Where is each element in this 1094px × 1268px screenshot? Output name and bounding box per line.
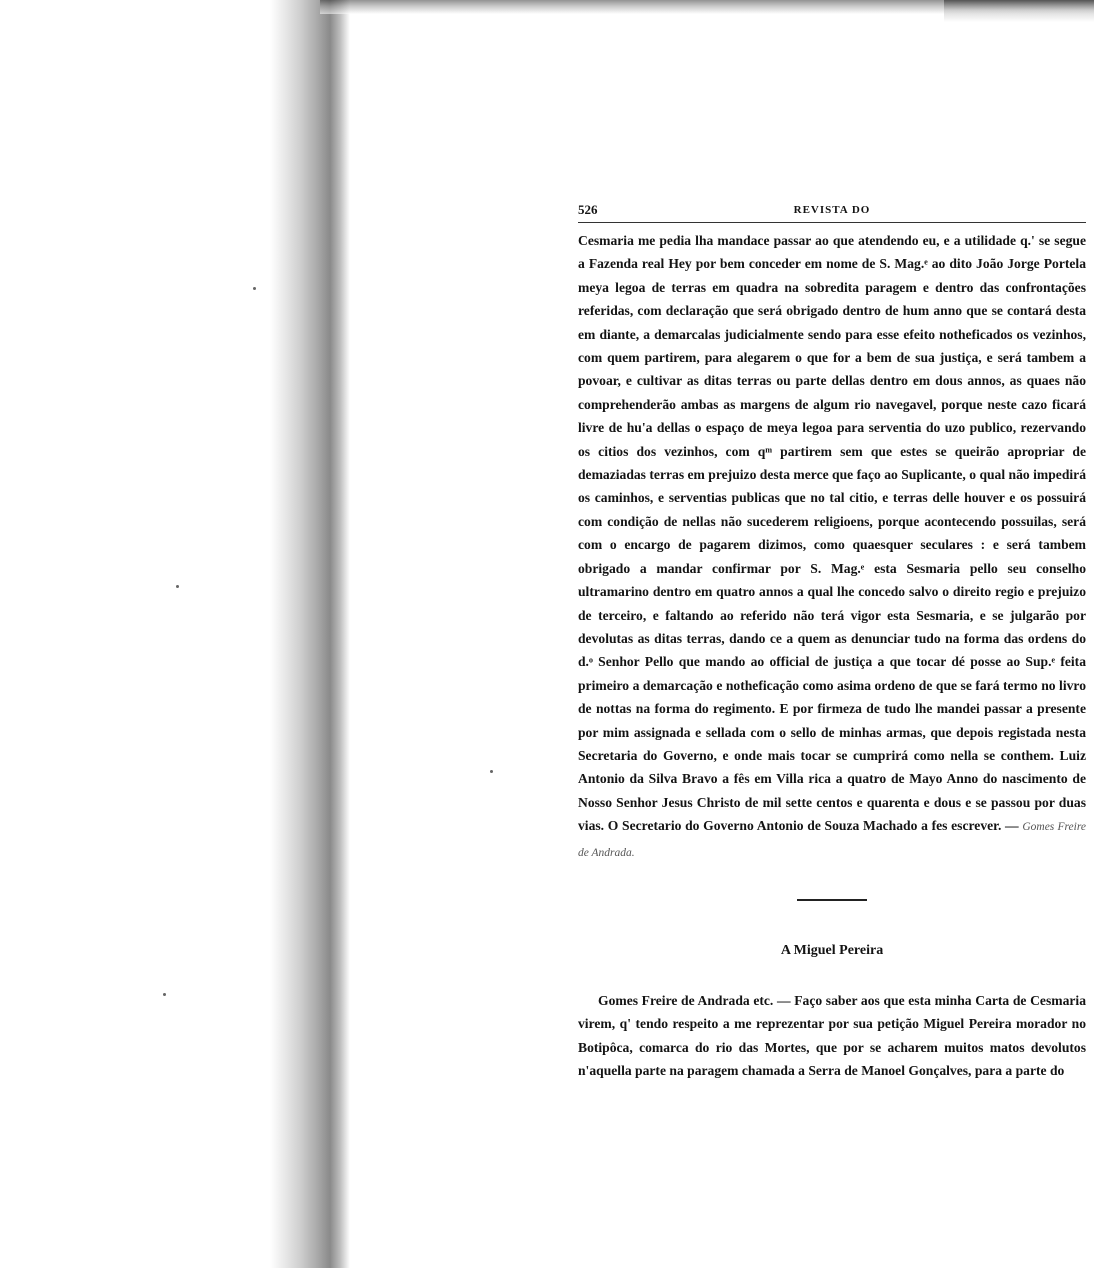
document-page xyxy=(578,200,1086,1083)
section-divider xyxy=(797,899,867,901)
paper-speck xyxy=(490,770,493,773)
running-header xyxy=(578,200,1086,223)
paper-speck xyxy=(176,585,179,588)
page-number: 526 xyxy=(578,202,598,217)
paper-speck xyxy=(253,287,256,290)
second-paragraph: Gomes Freire de Andrada etc. — Faço saber aos que esta minha Carta de Cesmaria virem, q' tendo respeito a me reprezentar por sua petição Miguel Pereira morador no Botipôca, comarca do rio das Mortes, que por se acharem muitos matos devolutos n'aquella parte na paragem chamada a Serra de Manoel Gonçalves, para a parte do xyxy=(578,992,1086,1079)
paragraph-text: Cesmaria me pedia lha mandace passar ao que atendendo eu, e a utilidade q.' se segue a Fazenda real Hey por bem conceder em nome de S. Mag.ᵉ ao dito João Jorge Portela meya legoa de terras em quadra na sobredita paragem e dentro das confrontações referidas, com declaração que será obrigado dentro de hum anno que se contará desta em diante, a demarcalas judicialmente sendo para esse efeito notheficados os vezinhos, com quem partirem, para alegarem o que for a bem de sua justiça, e será tambem a povoar, e cultivar as ditas terras ou parte dellas dentro em dous annos, as quaes não comprehenderão ambas as margens de algum rio navegavel, porque neste cazo ficará livre de hu'a dellas o espaço de meya legoa para serventia do uzo publico, rezervando os citios dos vezinhos, com qᵐ partirem sem que estes se queirão apropriar de demaziadas terras em prejuizo desta merce que faço ao Suplicante, o qual não impedirá os caminhos, e serventias publicas que no tal citio, e terras delle houver e os possuirá com condição de nellas não sucederem religioens, porque acontecendo possuilas, será com o encargo de pagarem dizimos, como quaesquer seculares : e será tambem obrigado a mandar confirmar por S. Mag.ᵉ esta Sesmaria pello seu conselho ultramarino dentro em quatro annos a qual lhe concedo salvo o direito regio e prejuizo de terceiro, e faltando ao referido não terá vigor esta Sesmaria, e se julgarão por devolutas as ditas terras, dando ce a quem as denunciar tudo na forma das ordens do d.ᵒ Senhor Pello que mando ao official de justiça a que tocar dé posse ao Sup.ᵉ feita primeiro a demarcação e notheficação como asima ordeno de que se fará termo no livro de nottas na forma do regimento. E por firmeza de tudo lhe mandei passar a presente por mim assignada e sellada com o sello de minhas armas, que depois registada nesta Secretaria do Governo, e onde mais tocar se cumprirá como nella se conthem. Luiz Antonio da Silva Bravo a fês em Villa rica a quatro de Mayo Anno do nascimento de Nosso Senhor Jesus Christo de mil sette centos e quarenta e dous e se passou por duas vias. O Secretario do Governo Antonio de Souza Machado a fes escrever. — xyxy=(578,233,1086,834)
signature: Gomes Freire de Andrada. xyxy=(578,821,1086,859)
page-corner-shadow xyxy=(944,0,1094,22)
sesmaria-paragraph xyxy=(578,229,1086,865)
running-title: REVISTA DO xyxy=(793,204,871,216)
paper-speck xyxy=(163,993,166,996)
book-binding-shadow xyxy=(0,0,350,1268)
section-heading: A Miguel Pereira xyxy=(780,942,884,958)
